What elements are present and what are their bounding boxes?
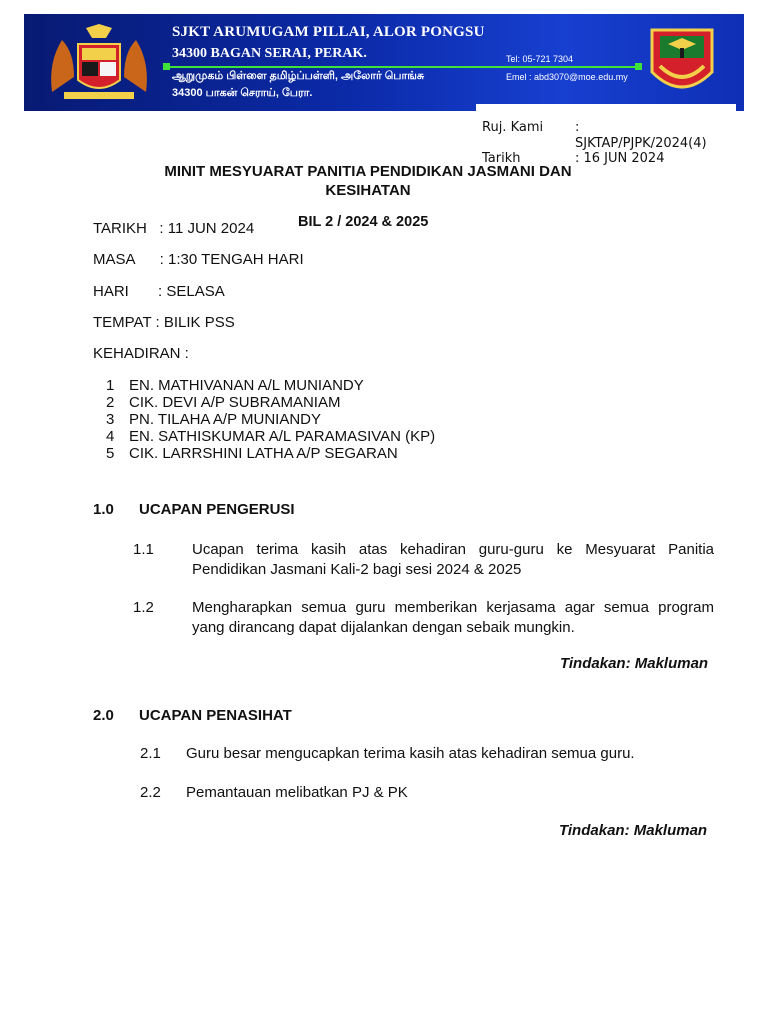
- school-logo-icon: [646, 22, 718, 104]
- ruj-colon: :: [575, 120, 580, 135]
- meeting-date: TARIKH : 11 JUN 2024: [93, 220, 255, 237]
- list-item-number: 4: [106, 428, 115, 445]
- action-note: Tindakan: Makluman: [560, 655, 709, 672]
- list-item-number: 2: [106, 394, 115, 411]
- meeting-venue: TEMPAT : BILIK PSS: [93, 314, 235, 331]
- header-divider: [166, 66, 638, 68]
- school-name: SJKT ARUMUGAM PILLAI, ALOR PONGSU: [172, 24, 485, 40]
- school-address: 34300 BAGAN SERAI, PERAK.: [172, 46, 367, 61]
- item-number: 1.2: [133, 599, 154, 616]
- list-item: CIK. LARRSHINI LATHA A/P SEGARAN: [129, 445, 398, 462]
- meeting-number: BIL 2 / 2024 & 2025: [298, 214, 429, 230]
- school-phone: Tel: 05-721 7304: [506, 54, 574, 64]
- list-item: EN. MATHIVANAN A/L MUNIANDY: [129, 377, 364, 394]
- tarikh-ref-label: Tarikh: [482, 151, 521, 166]
- list-item-number: 3: [106, 411, 115, 428]
- action-note: Tindakan: Makluman: [559, 822, 708, 839]
- meeting-day: HARI : SELASA: [93, 283, 225, 300]
- item-number: 2.2: [140, 784, 161, 801]
- school-address-tamil: 34300 பாகன் செராய், பேரா.: [172, 87, 313, 99]
- section-heading: UCAPAN PENASIHAT: [139, 707, 292, 724]
- school-name-tamil: ஆறுமுகம் பிள்ளை தமிழ்ப்பள்ளி, அலோர் பொங்சு: [172, 70, 425, 82]
- title-line2: KESIHATAN: [325, 182, 411, 199]
- list-item: EN. SATHISKUMAR A/L PARAMASIVAN (KP): [129, 428, 436, 445]
- ruj-label: Ruj. Kami: [482, 120, 544, 135]
- school-email: Emel : abd3070@moe.edu.my: [506, 72, 628, 82]
- section-heading: UCAPAN PENGERUSI: [139, 501, 295, 518]
- list-item: PN. TILAHA A/P MUNIANDY: [129, 411, 322, 428]
- item-text: Guru besar mengucapkan terima kasih atas kehadiran semua guru.: [186, 745, 635, 762]
- malaysia-crest-icon: [44, 22, 154, 104]
- title-line1: MINIT MESYUARAT PANITIA PENDIDIKAN JASMANI DAN: [164, 163, 572, 180]
- document-title: [150, 162, 586, 200]
- item-number: 1.1: [133, 541, 154, 558]
- list-item-number: 5: [106, 445, 115, 462]
- section-number: 2.0: [93, 707, 114, 724]
- divider-dot-right: [635, 63, 642, 70]
- item-text: Mengharapkan semua guru memberikan kerjasama agar semua program yang dirancang dapat dijalankan dengan sebaik mungkin.: [192, 599, 714, 636]
- ruj-value: SJKTAP/PJPK/2024(4): [575, 136, 707, 151]
- item-text: Pemantauan melibatkan PJ & PK: [186, 784, 408, 801]
- meeting-time: MASA : 1:30 TENGAH HARI: [93, 251, 304, 268]
- school-header-banner: [24, 14, 744, 111]
- section-number: 1.0: [93, 501, 114, 518]
- list-item-number: 1: [106, 377, 115, 394]
- attendance-label: KEHADIRAN :: [93, 345, 189, 362]
- item-text: Ucapan terima kasih atas kehadiran guru-guru ke Mesyuarat Panitia Pendidikan Jasmani Kali-2 bagi sesi 2024 & 2025: [192, 541, 714, 578]
- list-item: CIK. DEVI A/P SUBRAMANIAM: [129, 394, 341, 411]
- item-number: 2.1: [140, 745, 161, 762]
- tarikh-ref-value: : 16 JUN 2024: [575, 151, 665, 166]
